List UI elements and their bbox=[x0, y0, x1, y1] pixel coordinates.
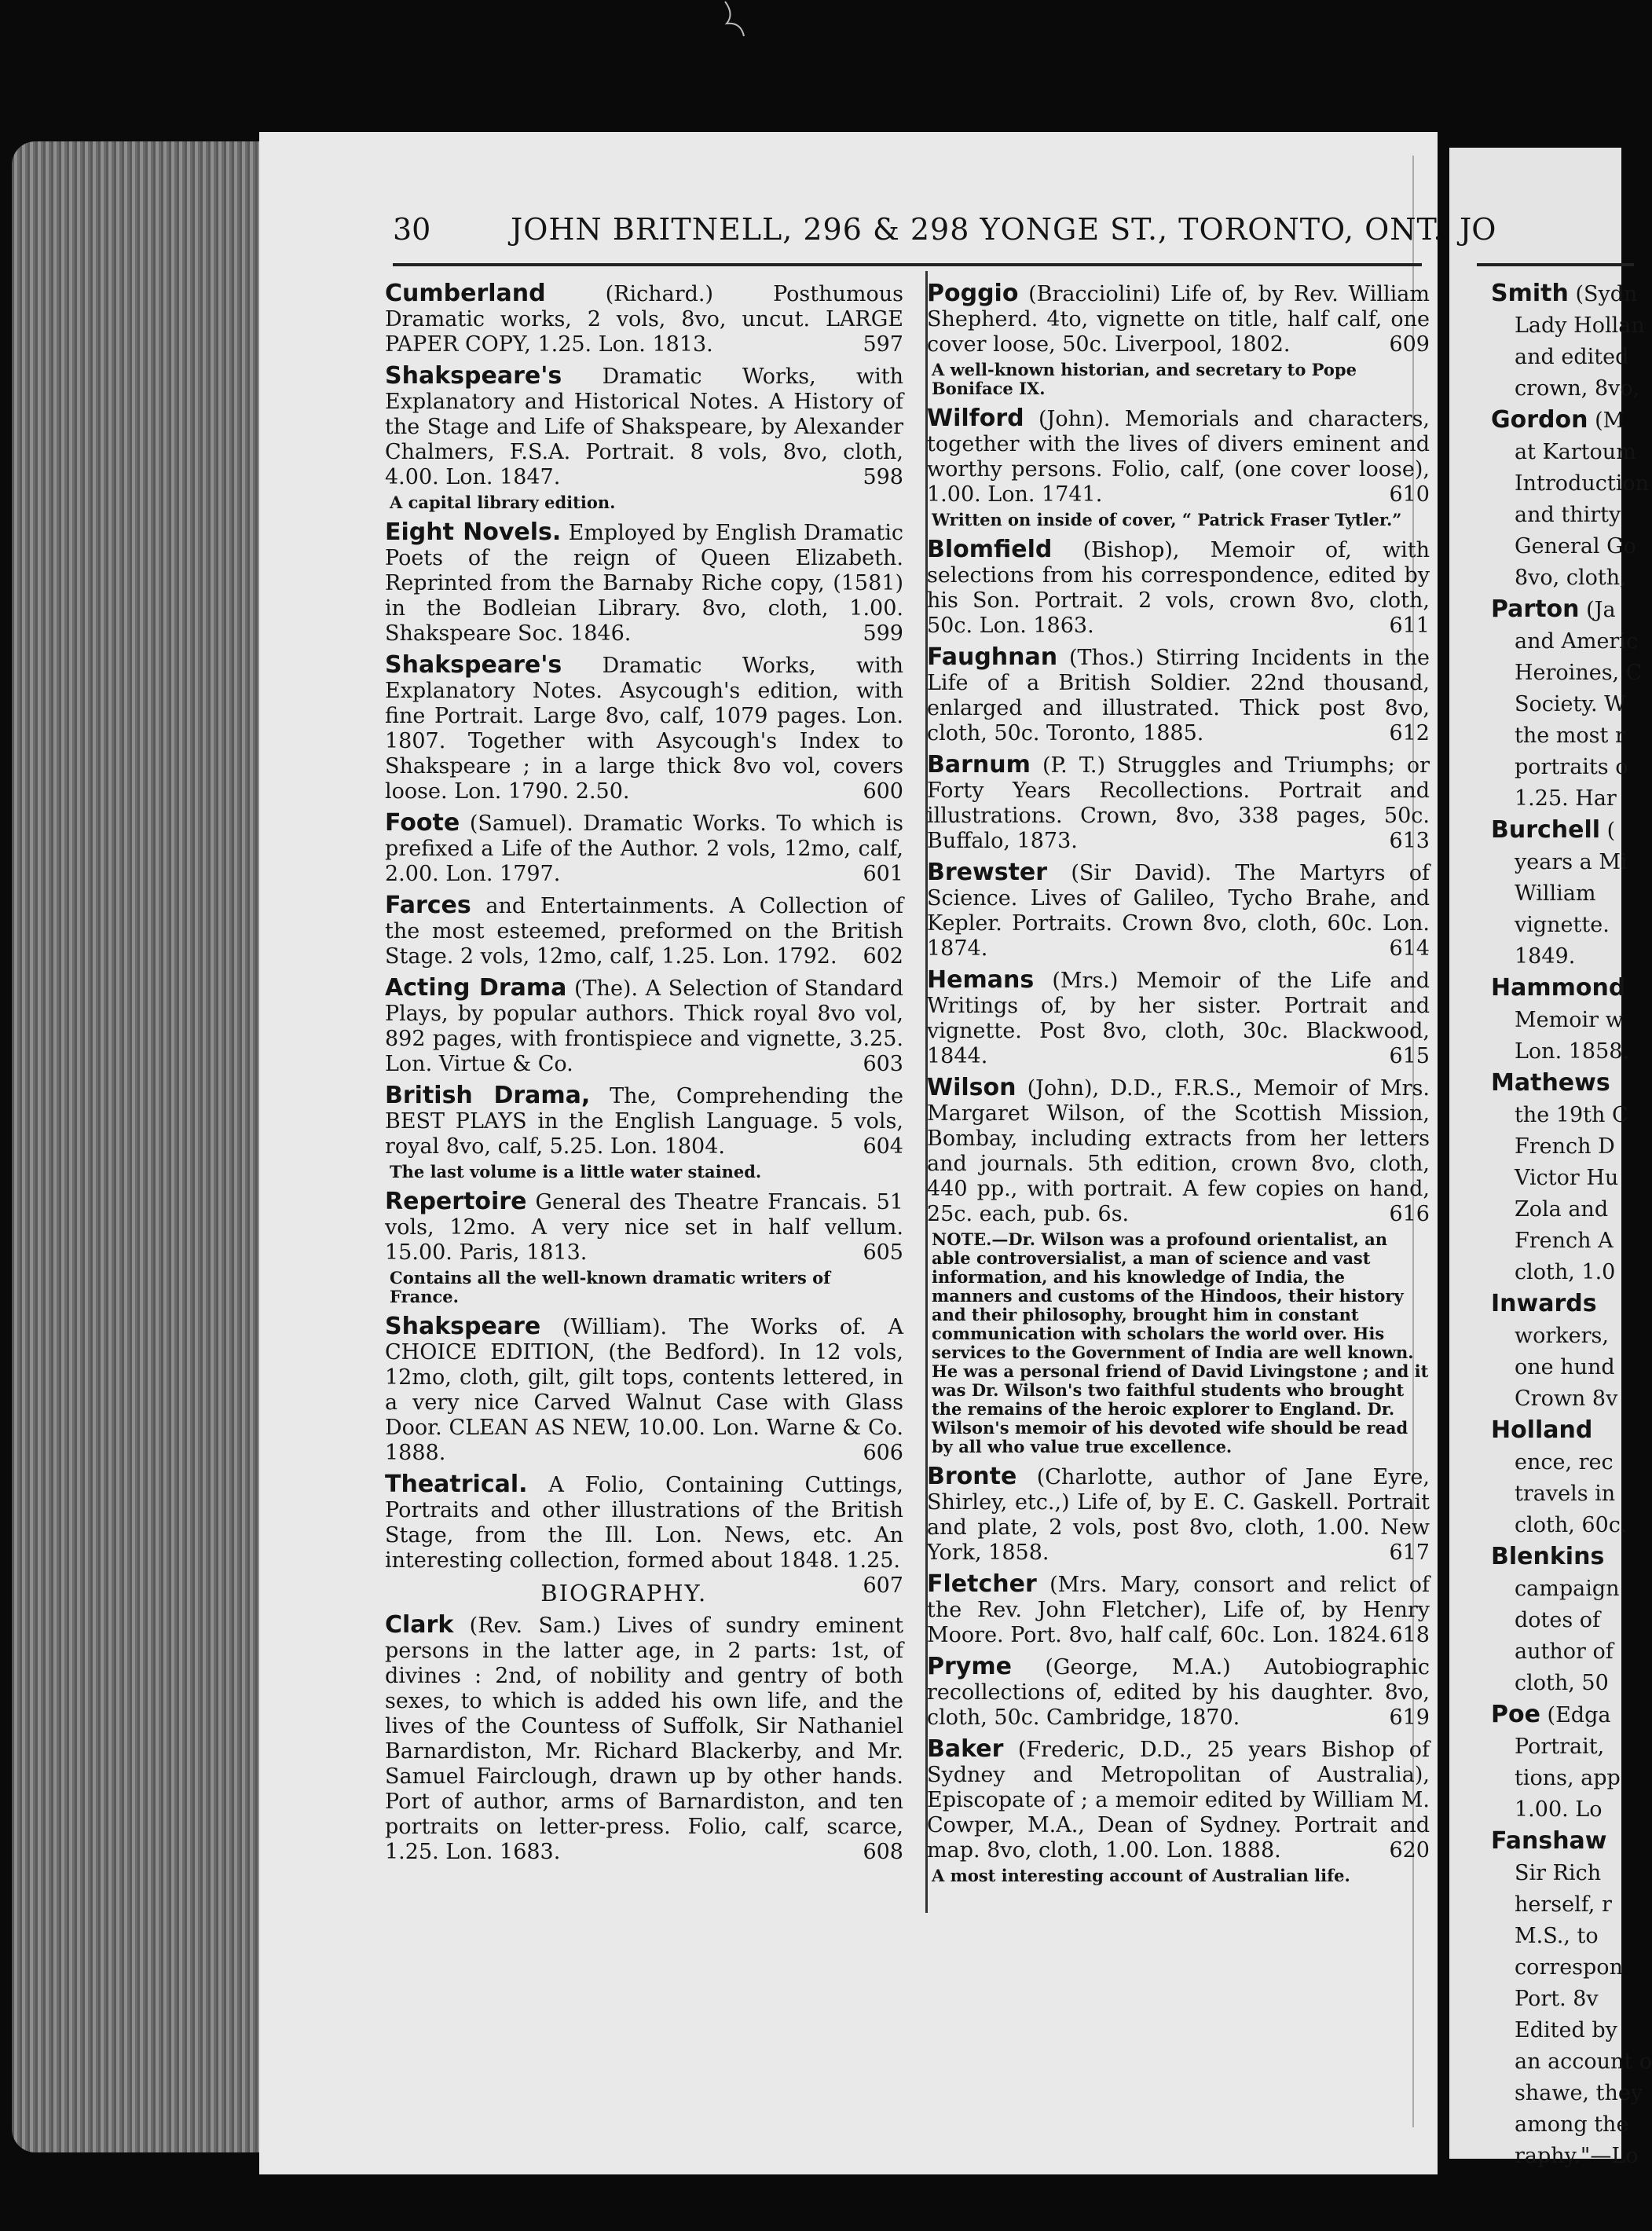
facing-line bbox=[1485, 1197, 1642, 1222]
facing-line-text: an account o bbox=[1515, 2050, 1652, 2074]
header-rule bbox=[393, 263, 1422, 266]
facing-line-text: ence, rec bbox=[1515, 1450, 1614, 1475]
facing-line-text: (M bbox=[1595, 408, 1625, 433]
catalog-entry bbox=[927, 1737, 1430, 1863]
facing-line bbox=[1485, 786, 1642, 811]
facing-line-text: vignette. bbox=[1515, 913, 1610, 937]
entry-text: (Bishop), Memoir of, with selections from his correspondence, edited by his Son. Portrait. 2 vols, crown 8vo, cloth, 50c. Lon. 1863. bbox=[927, 538, 1430, 638]
facing-line-text: French A bbox=[1515, 1229, 1614, 1253]
entry-heading: Hemans bbox=[927, 966, 1035, 994]
entry-text: (William). The Works of. A CHOICE EDITION, (the Bedford). In 12 vols, 12mo, cloth, gilt, gilt tops, contents lettered, in a very nice Carved Walnut Case with Glass Door. CLEAN AS NEW, 10.00. Lon. Warne & Co. 1888. bbox=[385, 1315, 903, 1465]
facing-line bbox=[1485, 661, 1642, 686]
lot-number: 603 bbox=[863, 1052, 903, 1076]
facing-line bbox=[1485, 1671, 1642, 1696]
facing-entry-heading: Burchell bbox=[1491, 816, 1601, 844]
facing-line-text: shawe, they bbox=[1515, 2081, 1643, 2105]
facing-line-text: ( bbox=[1606, 819, 1616, 843]
page-edges bbox=[12, 141, 287, 2152]
facing-line bbox=[1485, 1260, 1642, 1285]
facing-entry-heading: Poe bbox=[1491, 1701, 1540, 1728]
facing-line bbox=[1485, 755, 1642, 780]
facing-line-text: (Sydn bbox=[1575, 282, 1638, 306]
facing-line-text: at Kartoum bbox=[1515, 440, 1636, 464]
facing-line bbox=[1485, 1513, 1642, 1538]
lot-number: 604 bbox=[863, 1134, 903, 1159]
facing-line bbox=[1485, 629, 1642, 654]
entry-text: (George, M.A.) Autobiographic recollections of, edited by his daughter. 8vo, cloth, 50c. Cambridge, 1870. bbox=[927, 1655, 1430, 1730]
facing-line-text: workers, bbox=[1515, 1324, 1609, 1348]
entry-note: Written on inside of cover, “ Patrick Fraser Tytler.” bbox=[932, 510, 1402, 529]
facing-header-rule bbox=[1477, 263, 1634, 266]
facing-line bbox=[1485, 1829, 1642, 1855]
facing-line bbox=[1485, 2144, 1642, 2169]
lot-number: 608 bbox=[863, 1840, 903, 1864]
facing-line bbox=[1485, 2018, 1642, 2043]
facing-line-text: dotes of bbox=[1515, 1608, 1601, 1632]
entry-heading: Barnum bbox=[927, 751, 1031, 778]
catalog-entry bbox=[385, 1314, 903, 1466]
entry-text: (Thos.) Stirring Incidents in the Life of a British Soldier. 22nd thousand, enlarged and illustrated. Thick post 8vo, cloth, 50c. Toronto, 1885. bbox=[927, 646, 1430, 745]
lot-number: 599 bbox=[863, 621, 903, 646]
facing-entry-heading: Fanshaw bbox=[1491, 1827, 1607, 1855]
facing-line-text: raphy."—Lo bbox=[1515, 2144, 1639, 2168]
facing-line bbox=[1485, 597, 1642, 623]
lot-number: 605 bbox=[863, 1240, 903, 1265]
lot-number: 610 bbox=[1389, 482, 1430, 507]
facing-line bbox=[1485, 913, 1642, 938]
facing-line bbox=[1485, 1071, 1642, 1097]
facing-line bbox=[1485, 818, 1642, 844]
facing-line bbox=[1485, 1008, 1642, 1033]
facing-line bbox=[1485, 1229, 1642, 1254]
facing-line-text: Lon. 1858. bbox=[1515, 1039, 1630, 1064]
facing-line-text: Introduction bbox=[1515, 471, 1649, 496]
facing-line bbox=[1485, 1482, 1642, 1507]
facing-line bbox=[1485, 1766, 1642, 1791]
facing-line-text: cloth, 50 bbox=[1515, 1671, 1609, 1695]
lot-number: 613 bbox=[1389, 829, 1430, 853]
facing-entry-heading: Blenkins bbox=[1491, 1543, 1605, 1570]
facing-line-text: M.S., to bbox=[1515, 1924, 1599, 1948]
entry-text: Employed by English Dramatic Poets of the reign of Queen Elizabeth. Reprinted from the Barnaby Riche copy, (1581) in the Bodleian Library. 8vo, cloth, 1.00. Shakspeare Soc. 1846. bbox=[385, 521, 903, 646]
left-column bbox=[385, 281, 903, 1871]
facing-line bbox=[1485, 1639, 1642, 1665]
facing-line bbox=[1485, 2081, 1642, 2106]
facing-line-text: (Edga bbox=[1547, 1703, 1611, 1727]
lot-number: 612 bbox=[1389, 721, 1430, 745]
facing-line-text: Heroines, C bbox=[1515, 661, 1643, 685]
catalog-entry bbox=[927, 1654, 1430, 1731]
lot-number: 600 bbox=[863, 779, 903, 804]
lot-number: 601 bbox=[863, 862, 903, 886]
facing-line bbox=[1485, 1892, 1642, 1918]
entry-heading: Acting Drama bbox=[385, 974, 567, 1002]
lot-number: 616 bbox=[1389, 1202, 1430, 1226]
entry-text: (P. T.) Struggles and Triumphs; or Forty Years Recollections. Portrait and illustrations. Crown, 8vo, 338 pages, 50c. Buffalo, 1873. bbox=[927, 753, 1430, 853]
facing-line-text: 1.00. Lo bbox=[1515, 1797, 1603, 1822]
entry-heading: Pryme bbox=[927, 1653, 1012, 1680]
entry-text: and Entertainments. A Collection of the most esteemed, preformed on the British Stage. 2 vols, 12mo, calf, 1.25. Lon. 1792. bbox=[385, 894, 903, 969]
section-heading: BIOGRAPHY. bbox=[540, 1580, 708, 1606]
facing-entry-heading: Hammond bbox=[1491, 974, 1626, 1002]
facing-line-text: campaign bbox=[1515, 1577, 1620, 1601]
catalog-entry bbox=[385, 976, 903, 1077]
catalog-entry bbox=[927, 406, 1430, 507]
facing-line-text: William bbox=[1515, 881, 1596, 906]
catalog-entry bbox=[927, 753, 1430, 854]
catalog-entry bbox=[385, 1189, 903, 1266]
facing-line bbox=[1485, 850, 1642, 875]
entry-text: General des Theatre Francais. 51 vols, 12mo. A very nice set in half vellum. 15.00. Paris, 1813. bbox=[385, 1190, 903, 1265]
facing-entry-heading: Mathews bbox=[1491, 1069, 1610, 1097]
facing-line bbox=[1485, 1924, 1642, 1949]
facing-page-column bbox=[1485, 280, 1652, 2175]
facing-entry-heading: Smith bbox=[1491, 280, 1569, 307]
entry-text: The, Comprehending the BEST PLAYS in the English Language. 5 vols, royal 8vo, calf, 5.25. Lon. 1804. bbox=[385, 1084, 903, 1159]
catalog-entry bbox=[927, 1572, 1430, 1648]
facing-line bbox=[1485, 1544, 1642, 1570]
lot-number: 609 bbox=[1389, 332, 1430, 357]
facing-line-text: 8vo, cloth, bbox=[1515, 566, 1627, 590]
entry-heading: Bronte bbox=[927, 1463, 1017, 1490]
catalog-entry bbox=[927, 968, 1430, 1069]
entry-heading: Shakspeare bbox=[385, 1313, 541, 1340]
entry-heading: Eight Novels. bbox=[385, 518, 562, 546]
facing-line bbox=[1485, 503, 1642, 528]
facing-line bbox=[1485, 1291, 1642, 1317]
corner-mark-icon bbox=[719, 0, 750, 39]
facing-line bbox=[1485, 881, 1642, 907]
facing-line-text: cloth, 1.0 bbox=[1515, 1260, 1616, 1284]
entry-text: (Frederic, D.D., 25 years Bishop of Sydney and Metropolitan of Australia), Episcopate of ; a memoir edited by William M. Cowper, M.A., Dean of Sydney. Portrait and map. 8vo, cloth, 1.00. Lon. 1888. bbox=[927, 1738, 1430, 1863]
catalog-entry bbox=[927, 537, 1430, 639]
facing-line-text: one hund bbox=[1515, 1355, 1615, 1379]
entry-heading: Wilford bbox=[927, 405, 1024, 432]
facing-line bbox=[1485, 2112, 1642, 2138]
entry-heading: Shakspeare's bbox=[385, 651, 562, 679]
catalog-entry bbox=[385, 653, 903, 804]
entry-heading: Baker bbox=[927, 1735, 1004, 1763]
entry-text: (Sir David). The Martyrs of Science. Lives of Galileo, Tycho Brahe, and Kepler. Portraits. Crown 8vo, cloth, 60c. Lon. 1874. bbox=[927, 861, 1430, 961]
catalog-entry bbox=[385, 811, 903, 887]
facing-line bbox=[1485, 944, 1642, 969]
entry-heading: Clark bbox=[385, 1611, 454, 1639]
catalog-entry bbox=[385, 364, 903, 490]
facing-line bbox=[1485, 1702, 1642, 1728]
entry-text: (John). Memorials and characters, together with the lives of divers eminent and worthy persons. Folio, calf, (one cover loose), 1.00. Lon. 1741. bbox=[927, 407, 1430, 507]
facing-line-text: years a Mi bbox=[1515, 850, 1628, 874]
facing-line-text: herself, r bbox=[1515, 1892, 1612, 1917]
facing-line-text: author of bbox=[1515, 1639, 1614, 1664]
facing-line bbox=[1485, 566, 1642, 591]
catalog-entry bbox=[385, 1083, 903, 1159]
facing-entry-heading: Inwards bbox=[1491, 1290, 1597, 1317]
facing-line bbox=[1485, 1987, 1642, 2012]
facing-line bbox=[1485, 1608, 1642, 1633]
facing-entry-heading: Holland bbox=[1491, 1416, 1593, 1444]
entry-heading: Cumberland bbox=[385, 280, 546, 307]
facing-line-text: Port. 8v bbox=[1515, 1987, 1599, 2011]
lot-number: 607 bbox=[863, 1573, 903, 1598]
facing-entry-heading: Parton bbox=[1491, 595, 1580, 623]
catalog-entry bbox=[927, 281, 1430, 357]
catalog-entry bbox=[385, 520, 903, 647]
facing-line bbox=[1485, 1103, 1642, 1128]
left-entries-after bbox=[385, 1613, 903, 1865]
facing-line bbox=[1485, 2050, 1652, 2075]
right-column bbox=[927, 281, 1430, 1893]
entry-heading: Faughnan bbox=[927, 643, 1058, 671]
facing-line-text: (Ja bbox=[1586, 598, 1616, 622]
facing-line-text: portraits o bbox=[1515, 755, 1628, 779]
entry-heading: Blomfield bbox=[927, 536, 1053, 563]
facing-line bbox=[1485, 1735, 1642, 1760]
facing-line-text: travels in bbox=[1515, 1482, 1616, 1506]
facing-line bbox=[1485, 1418, 1642, 1444]
facing-line bbox=[1485, 976, 1642, 1002]
facing-line bbox=[1485, 724, 1642, 749]
entry-text: (Bracciolini) Life of, by Rev. William Shepherd. 4to, vignette on title, half calf, one cover loose, 50c. Liverpool, 1802. bbox=[927, 282, 1430, 357]
facing-line bbox=[1485, 1861, 1642, 1886]
facing-line-text: and Americ bbox=[1515, 629, 1639, 654]
facing-line bbox=[1485, 376, 1642, 401]
entry-text: (Mrs. Mary, consort and relict of the Rev. John Fletcher), Life of, by Henry Moore. Port. 8vo, half calf, 60c. Lon. 1824. bbox=[927, 1573, 1430, 1647]
lot-number: 614 bbox=[1389, 936, 1430, 961]
facing-line bbox=[1485, 1324, 1642, 1349]
entry-text: (The). A Selection of Standard Plays, by popular authors. Thick royal 8vo vol, 892 pages, with frontispiece and vignette, 3.25. Lon. Virtue & Co. bbox=[385, 976, 903, 1076]
facing-line-text: and thirty bbox=[1515, 503, 1621, 527]
facing-line-text: cloth, 60c. bbox=[1515, 1513, 1628, 1537]
entry-text: Dramatic Works, with Explanatory Notes. Asycough's edition, with fine Portrait. Large 8vo, calf, 1079 pages. Lon. 1807. Together with Asycough's Index to Shakspeare ; in a large thick 8vo vol, covers loose. Lon. 1790. 2.50. bbox=[385, 654, 903, 804]
entry-heading: Farces bbox=[385, 892, 471, 919]
facing-line bbox=[1485, 471, 1649, 496]
entry-text: (Rev. Sam.) Lives of sundry eminent persons in the latter age, in 2 parts: 1st, of divines : 2nd, of nobility and gentry of both sexes, to which is added his own life, and the lives of the Countess of Suffolk, Sir Nathaniel Barnardiston, Mr. Richard Blackerby, and Mr. Samuel Fairclough, drawn up by other hands. Port of author, arms of Barnardiston, and ten portraits on letter-press. Folio, calf, scarce, 1.25. Lon. 1683. bbox=[385, 1614, 903, 1864]
entry-text: (Richard.) Posthumous Dramatic works, 2 vols, 8vo, uncut. LARGE PAPER COPY, 1.25. Lon. 1813. bbox=[385, 282, 903, 357]
facing-line-text: Victor Hu bbox=[1515, 1166, 1619, 1190]
facing-line-text: Portrait, bbox=[1515, 1735, 1605, 1759]
facing-line bbox=[1485, 408, 1642, 434]
facing-line bbox=[1485, 692, 1642, 717]
lot-number: 620 bbox=[1389, 1838, 1430, 1863]
lot-number: 617 bbox=[1389, 1540, 1430, 1565]
facing-line bbox=[1485, 1039, 1642, 1064]
lot-number: 598 bbox=[863, 465, 903, 489]
lot-number: 619 bbox=[1389, 1705, 1430, 1730]
page-number: 30 bbox=[393, 212, 431, 247]
entry-heading: Brewster bbox=[927, 859, 1048, 886]
facing-line-text: the most r bbox=[1515, 724, 1625, 748]
entry-heading: Theatrical. bbox=[385, 1471, 528, 1498]
facing-line bbox=[1485, 1955, 1642, 1980]
lot-number: 597 bbox=[863, 332, 903, 357]
facing-line bbox=[1485, 1577, 1642, 1602]
entry-note: NOTE.—Dr. Wilson was a profound orientalist, an able controversialist, a man of science and vast information, and his knowledge of India, the manners and customs of the Hindoos, their history and their philosophy, brought him in constant communication with scholars the world over. His services to the Government of India are well known. He was a personal friend of David Livingstone ; and it was Dr. Wilson's two faithful students who brought the remains of the heroic explorer to England. Dr. Wilson's memoir of his devoted wife should be read by all who value true excellence. bbox=[932, 1229, 1429, 1456]
facing-line-text: Lady Hollan bbox=[1515, 313, 1645, 338]
catalog-entry bbox=[927, 645, 1430, 746]
catalog-entry bbox=[385, 281, 903, 357]
facing-line-text: crown, 8vo, bbox=[1515, 376, 1640, 401]
lot-number: 618 bbox=[1389, 1623, 1430, 1647]
facing-line-text: Edited by bbox=[1515, 2018, 1617, 2042]
entry-text: A Folio, Containing Cuttings, Portraits and other illustrations of the British Stage, from the Ill. Lon. News, etc. An interesting collection, formed about 1848. 1.25. bbox=[385, 1473, 903, 1573]
facing-line bbox=[1485, 1134, 1642, 1159]
facing-line bbox=[1485, 1797, 1642, 1823]
facing-line bbox=[1485, 1355, 1642, 1380]
facing-line-text: and edited bbox=[1515, 345, 1629, 369]
facing-line-text: General Go bbox=[1515, 534, 1636, 559]
entry-text: (Charlotte, author of Jane Eyre, Shirley, etc.,) Life of, by E. C. Gaskell. Portrait and plate, 2 vols, post 8vo, cloth, 1.00. New York, 1858. bbox=[927, 1465, 1430, 1565]
facing-line-text: Memoir w bbox=[1515, 1008, 1624, 1032]
facing-line bbox=[1485, 345, 1642, 370]
facing-line-text: French D bbox=[1515, 1134, 1615, 1159]
facing-line-text: Sir Rich bbox=[1515, 1861, 1602, 1885]
facing-line-text: Zola and bbox=[1515, 1197, 1609, 1222]
entry-text: (Mrs.) Memoir of the Life and Writings of, by her sister. Portrait and vignette. Post 8vo, cloth, 30c. Blackwood, 1844. bbox=[927, 969, 1430, 1068]
entry-note: A well-known historian, and secretary to Pope Boniface IX. bbox=[932, 360, 1357, 398]
facing-line-text: correspon bbox=[1515, 1955, 1623, 1980]
entry-heading: Fletcher bbox=[927, 1570, 1037, 1598]
entry-note: The last volume is a little water stained. bbox=[390, 1162, 762, 1181]
lot-number: 602 bbox=[863, 944, 903, 969]
facing-line-text: Society. W bbox=[1515, 692, 1626, 716]
lot-number: 611 bbox=[1389, 614, 1430, 638]
entry-text: (John), D.D., F.R.S., Memoir of Mrs. Margaret Wilson, of the Scottish Mission, Bombay, including extracts from her letters and journals. 5th edition, crown 8vo, cloth, 440 pp., with portrait. A few copies on hand, 25c. each, pub. 6s. bbox=[927, 1076, 1430, 1226]
entry-heading: British Drama, bbox=[385, 1082, 591, 1109]
entry-note: A capital library edition. bbox=[390, 493, 616, 512]
facing-line bbox=[1485, 313, 1645, 339]
facing-entry-heading: Gordon bbox=[1491, 406, 1588, 434]
entry-note: A most interesting account of Australian life. bbox=[932, 1866, 1350, 1885]
entry-heading: Wilson bbox=[927, 1074, 1016, 1101]
entry-text: (Samuel). Dramatic Works. To which is prefixed a Life of the Author. 2 vols, 12mo, calf, 2.00. Lon. 1797. bbox=[385, 811, 903, 886]
facing-line-text: the 19th C bbox=[1515, 1103, 1628, 1127]
catalog-entry bbox=[927, 1075, 1430, 1227]
facing-line bbox=[1485, 440, 1642, 465]
page-title: JOHN BRITNELL, 296 & 298 YONGE ST., TORONTO, ONT. bbox=[511, 212, 1444, 247]
lot-number: 615 bbox=[1389, 1044, 1430, 1068]
facing-line-text: Crown 8v bbox=[1515, 1387, 1618, 1411]
facing-line-text: 1849. bbox=[1515, 944, 1576, 969]
entry-note: Contains all the well-known dramatic writers of France. bbox=[390, 1268, 831, 1306]
facing-line bbox=[1485, 281, 1642, 307]
facing-line bbox=[1485, 1387, 1642, 1412]
catalog-entry bbox=[927, 860, 1430, 962]
entry-heading: Foote bbox=[385, 809, 460, 837]
facing-line bbox=[1485, 1450, 1642, 1475]
entry-heading: Repertoire bbox=[385, 1188, 527, 1215]
lot-number: 606 bbox=[863, 1441, 903, 1465]
catalog-entry bbox=[385, 893, 903, 969]
facing-line-text: among the bbox=[1515, 2112, 1629, 2137]
facing-line-text: 1.25. Har bbox=[1515, 786, 1617, 811]
entry-heading: Shakspeare's bbox=[385, 362, 562, 390]
right-entries bbox=[927, 281, 1430, 1885]
entry-text: Dramatic Works, with Explanatory and Historical Notes. A History of the Stage and Life of Shakspeare, by Alexander Chalmers, F.S.A. Portrait. 8 vols, 8vo, cloth, 4.00. Lon. 1847. bbox=[385, 365, 903, 489]
facing-line-text: tions, app bbox=[1515, 1766, 1621, 1790]
running-head bbox=[393, 212, 1444, 259]
entry-heading: Poggio bbox=[927, 280, 1019, 307]
facing-page-head: JO bbox=[1460, 212, 1496, 247]
facing-line bbox=[1485, 1166, 1642, 1191]
catalog-entry bbox=[927, 1464, 1430, 1566]
catalog-entry bbox=[385, 1613, 903, 1865]
facing-line bbox=[1485, 534, 1642, 559]
